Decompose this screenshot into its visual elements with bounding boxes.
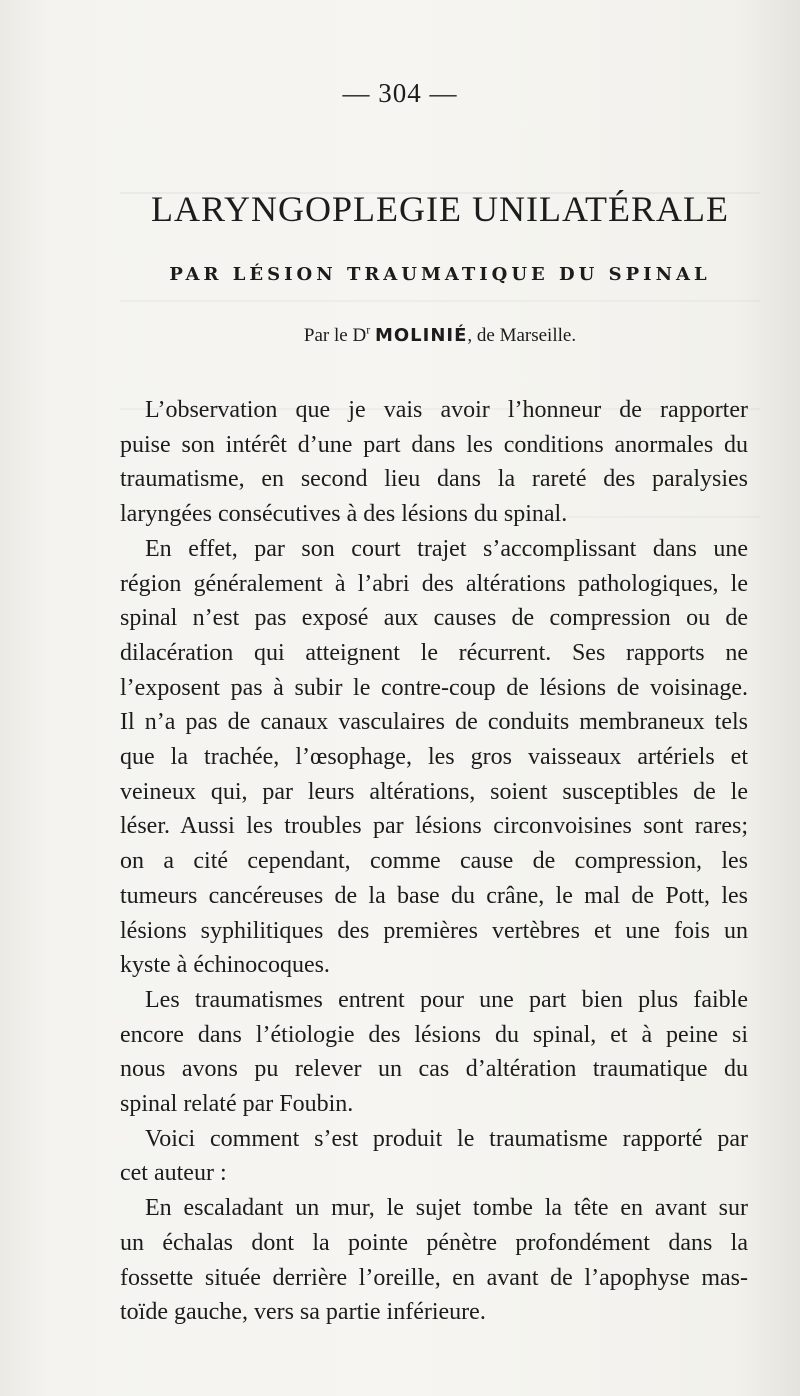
text-line: on a cité cependant, comme cause de compression, les [120,848,748,875]
text-line: toïde gauche, vers sa partie inférieure. [120,1299,486,1326]
article-subtitle: PAR LÉSION TRAUMATIQUE DU SPINAL [169,264,711,285]
text-line: nous avons pu relever un cas d’altération traumatique du [120,1056,748,1083]
text-line: Les traumatismes entrent pour une part bien plus faible [145,986,748,1013]
byline-suffix: , de Marseille. [467,325,577,346]
paragraph [120,1122,748,1191]
text-line: Il n’a pas de canaux vasculaires de conduits membraneux tels [120,709,748,736]
text-line: fossette située derrière l’oreille, en avant de l’apophyse mas- [120,1264,748,1291]
text-line: veineux qui, par leurs altérations, soient susceptibles de le [120,778,748,805]
article-body [120,393,748,1330]
paragraph [120,393,748,532]
text-line: En effet, par son court trajet s’accomplissant dans une [145,535,748,562]
page-number: — 304 — [342,78,458,108]
author-byline [0,322,800,347]
paragraph [120,532,748,983]
byline-superscript: r [366,322,371,337]
text-line: traumatisme, en second lieu dans la rareté des paralysies [120,466,748,493]
text-line: un échalas dont la pointe pénètre profondément dans la [120,1229,748,1256]
author-name: MOLINIÉ [374,325,468,346]
text-line: En escaladant un mur, le sujet tombe la tête en avant sur [145,1195,748,1222]
text-line: lésions syphilitiques des premières vertèbres et une fois un [120,917,748,944]
text-line: cet auteur : [120,1160,227,1187]
article-title: LARYNGOPLEGIE UNILATÉRALE [151,189,729,229]
text-line: dilacération qui atteignent le récurrent. Ses rapports ne [120,639,748,666]
paragraph [120,1191,748,1330]
text-line: spinal n’est pas exposé aux causes de compression ou de [120,605,748,632]
text-line: L’observation que je vais avoir l’honneur de rapporter [145,397,748,423]
text-line: région généralement à l’abri des altérations pathologiques, le [120,570,748,597]
text-line: laryngées consécutives à des lésions du spinal. [120,501,568,528]
text-line: tumeurs cancéreuses de la base du crâne, le mal de Pott, les [120,882,748,909]
text-line: que la trachée, l’œsophage, les gros vaisseaux artériels et [120,744,748,771]
text-line: spinal relaté par Foubin. [120,1091,354,1118]
paragraph [120,983,748,1122]
text-line: Voici comment s’est produit le traumatisme rapporté par [145,1125,748,1152]
text-line: encore dans l’étiologie des lésions du spinal, et à peine si [120,1021,748,1048]
text-line: l’exposent pas à subir le contre-coup de lésions de voisinage. [120,674,748,701]
text-line: puise son intérêt d’une part dans les conditions anormales du [120,431,748,458]
byline-prefix: Par le D [303,325,367,346]
text-line: kyste à échinocoques. [120,952,330,979]
text-line: léser. Aussi les troubles par lésions circonvoisines sont rares; [120,813,748,840]
